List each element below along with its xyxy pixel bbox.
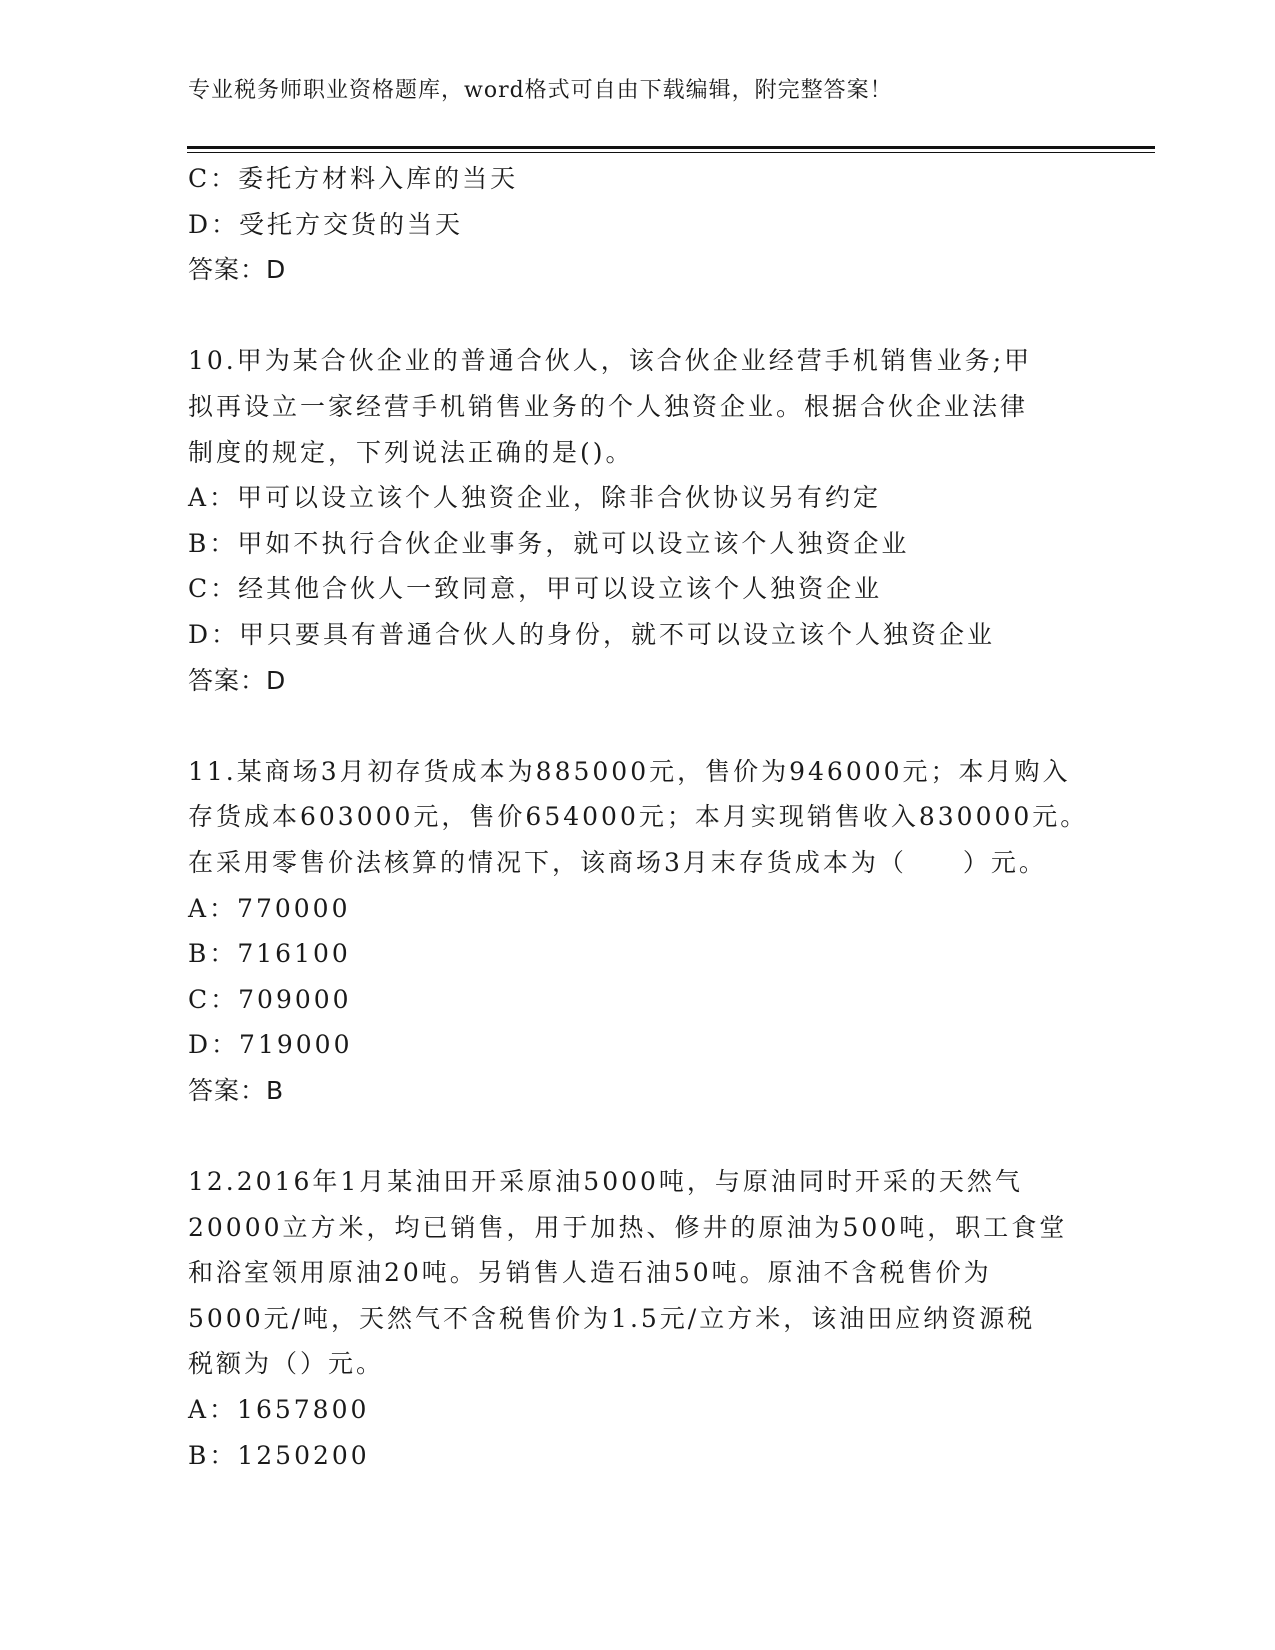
question-block xyxy=(188,1159,1088,1478)
page-header: 专业税务师职业资格题库，word格式可自由下载编辑，附完整答案！ xyxy=(188,78,893,103)
option-line: D：719000 xyxy=(188,1030,353,1060)
question-content xyxy=(188,156,1088,1478)
question-block xyxy=(188,156,1088,293)
spacer xyxy=(188,293,1088,339)
answer-line: 答案：B xyxy=(188,1075,285,1105)
header-rule-thin xyxy=(187,152,1155,153)
question-line: 存货成本603000元，售价654000元；本月实现销售收入830000元。 xyxy=(188,802,1089,832)
question-line: 10.甲为某合伙企业的普通合伙人，该合伙企业经营手机销售业务;甲 xyxy=(188,346,1033,376)
question-block xyxy=(188,749,1088,1114)
question-line: 和浴室领用原油20吨。另销售人造石油50吨。原油不含税售价为 xyxy=(188,1258,992,1288)
option-line: A：甲可以设立该个人独资企业，除非合伙协议另有约定 xyxy=(188,483,882,513)
question-block xyxy=(188,338,1088,703)
question-line: 在采用零售价法核算的情况下，该商场3月末存货成本为（ ）元。 xyxy=(188,847,1047,877)
option-line: A：770000 xyxy=(188,893,351,923)
header-rule-thick xyxy=(187,146,1155,149)
question-line: 11.某商场3月初存货成本为885000元，售价为946000元；本月购入 xyxy=(188,756,1071,786)
question-line: 拟再设立一家经营手机销售业务的个人独资企业。根据合伙企业法律 xyxy=(188,391,1029,421)
question-line: 5000元/吨，天然气不含税售价为1.5元/立方米，该油田应纳资源税 xyxy=(188,1303,1036,1333)
question-line: 12.2016年1月某油田开采原油5000吨，与原油同时开采的天然气 xyxy=(188,1167,1023,1197)
option-line: A：1657800 xyxy=(188,1395,370,1425)
option-line: D：受托方交货的当天 xyxy=(188,209,464,239)
question-line: 税额为（）元。 xyxy=(188,1349,385,1379)
option-line: C：经其他合伙人一致同意，甲可以设立该个人独资企业 xyxy=(188,574,883,604)
option-line: B：甲如不执行合伙企业事务，就可以设立该个人独资企业 xyxy=(188,528,910,558)
question-line: 制度的规定，下列说法正确的是()。 xyxy=(188,437,634,467)
option-line: B：716100 xyxy=(188,939,351,969)
spacer xyxy=(188,703,1088,749)
option-line: C：委托方材料入库的当天 xyxy=(188,164,519,193)
option-line: B：1250200 xyxy=(188,1440,370,1470)
question-line: 20000立方米，均已销售，用于加热、修井的原油为500吨，职工食堂 xyxy=(188,1212,1068,1242)
answer-line: 答案：D xyxy=(188,665,287,695)
spacer xyxy=(188,1113,1088,1159)
option-line: D：甲只要具有普通合伙人的身份，就不可以设立该个人独资企业 xyxy=(188,619,996,649)
answer-line: 答案：D xyxy=(188,255,287,285)
option-line: C：709000 xyxy=(188,984,352,1014)
